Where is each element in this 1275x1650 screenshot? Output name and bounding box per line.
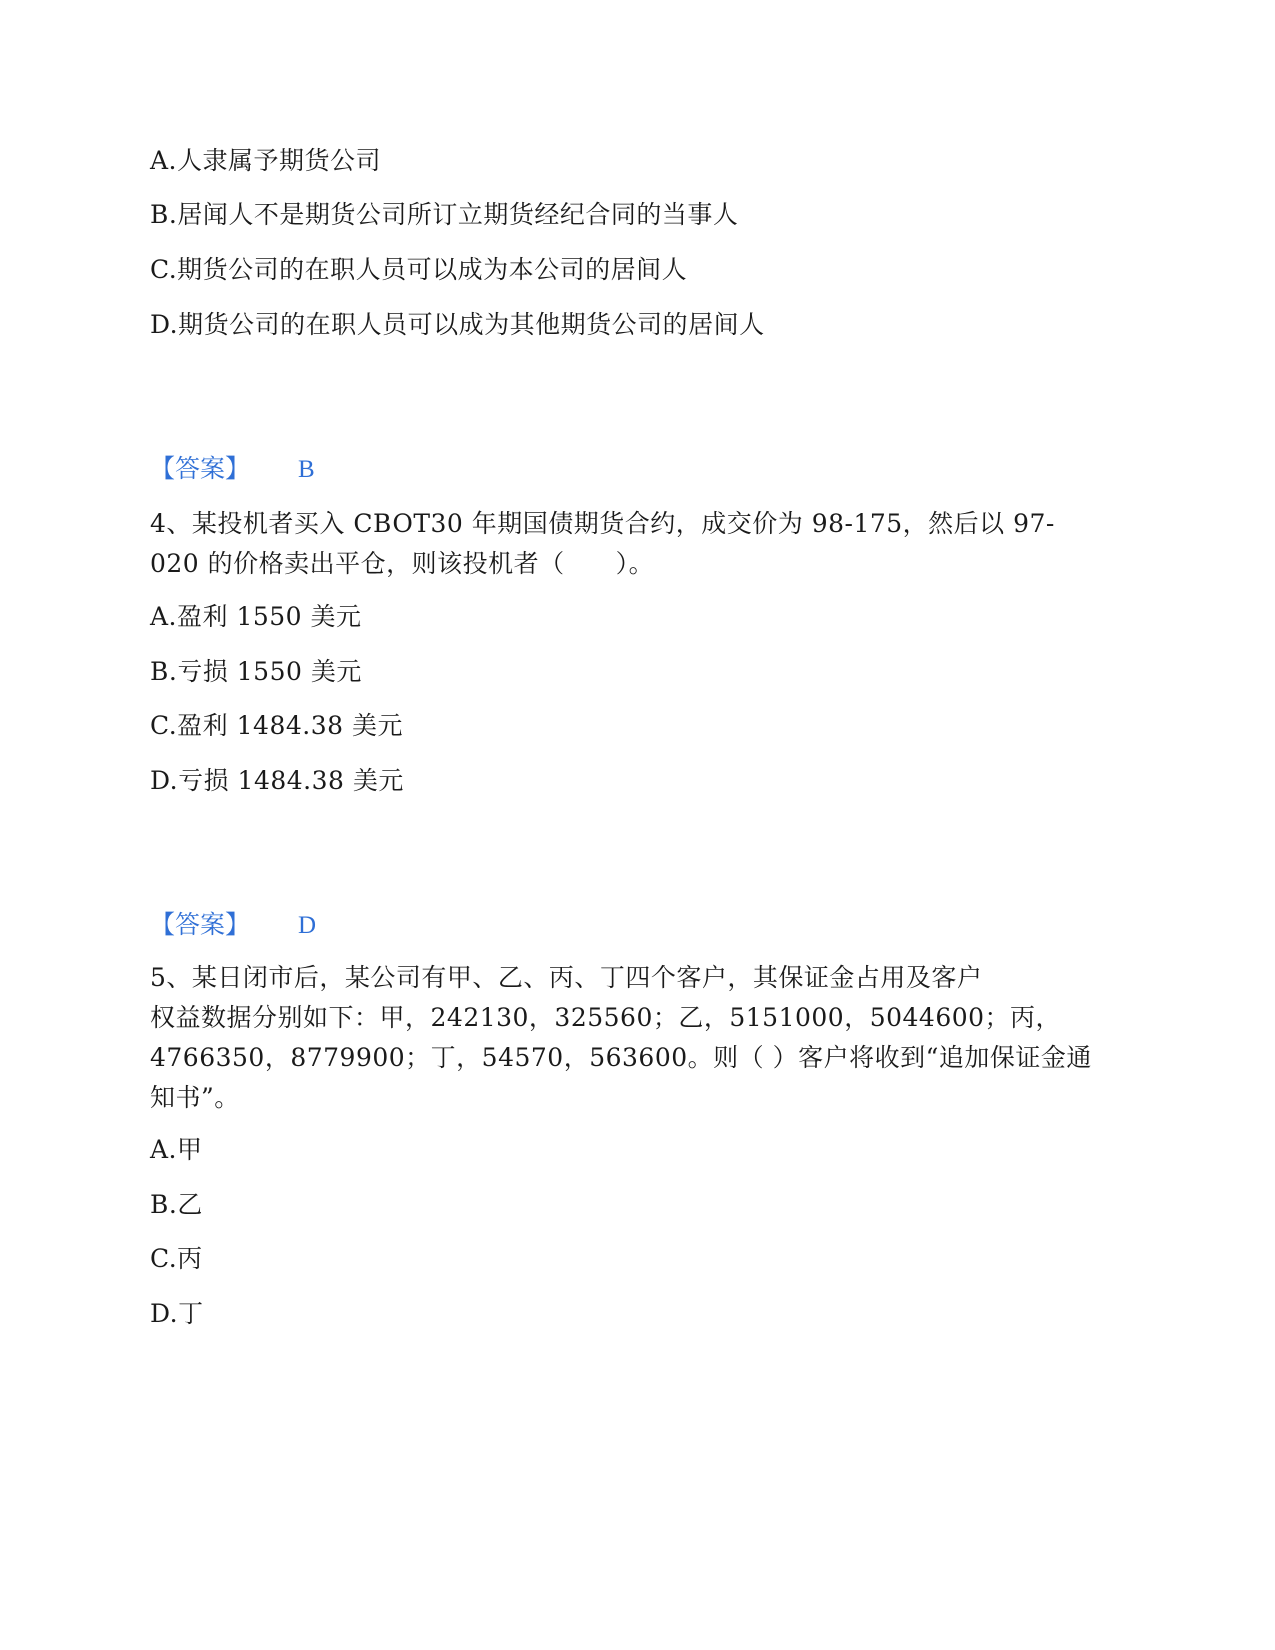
q5-stem-line-2: 权益数据分别如下：甲，242130，325560；乙，5151000，5044600；丙， xyxy=(150,1003,1062,1032)
q5-option-b: B.乙 xyxy=(150,1190,203,1219)
q5-option-a: A.甲 xyxy=(150,1135,203,1164)
q4-option-d: D.亏损 1484.38 美元 xyxy=(150,766,404,795)
q5-option-c: C.丙 xyxy=(150,1244,203,1273)
q5-stem-line-3: 4766350，8779900；丁，54570，563600。则（ ）客户将收到“追加保证金通 xyxy=(150,1043,1092,1072)
q4-option-b: B.亏损 1550 美元 xyxy=(150,657,362,686)
q5-option-d: D.丁 xyxy=(150,1299,204,1328)
q4-answer xyxy=(150,910,316,941)
q4-stem-line-1: 4、某投机者买入 CBOT30 年期国债期货合约，成交价为 98-175，然后以 97- xyxy=(150,509,1055,538)
q3-option-b: B.居闻人不是期货公司所订立期货经纪合同的当事人 xyxy=(150,200,739,229)
q4-option-c: C.盈利 1484.38 美元 xyxy=(150,711,403,740)
answer-label: 【答案】 xyxy=(150,910,251,939)
q3-option-a: A.人隶属予期货公司 xyxy=(150,146,382,175)
q4-stem-line-2: 020 的价格卖出平仓，则该投机者（ ）。 xyxy=(150,549,655,578)
q3-answer xyxy=(150,454,315,485)
answer-value: D xyxy=(298,912,317,939)
answer-label: 【答案】 xyxy=(150,454,251,483)
answer-value: B xyxy=(298,456,315,483)
q5-stem-line-1: 5、某日闭市后，某公司有甲、乙、丙、丁四个客户，其保证金占用及客户 xyxy=(150,963,983,992)
q3-option-d: D.期货公司的在职人员可以成为其他期货公司的居间人 xyxy=(150,310,765,339)
q5-stem-line-4: 知书”。 xyxy=(150,1083,240,1112)
q3-option-c: C.期货公司的在职人员可以成为本公司的居间人 xyxy=(150,255,688,284)
q4-option-a: A.盈利 1550 美元 xyxy=(150,602,362,631)
q4-stem xyxy=(150,504,1150,584)
q5-stem xyxy=(150,958,1150,1118)
